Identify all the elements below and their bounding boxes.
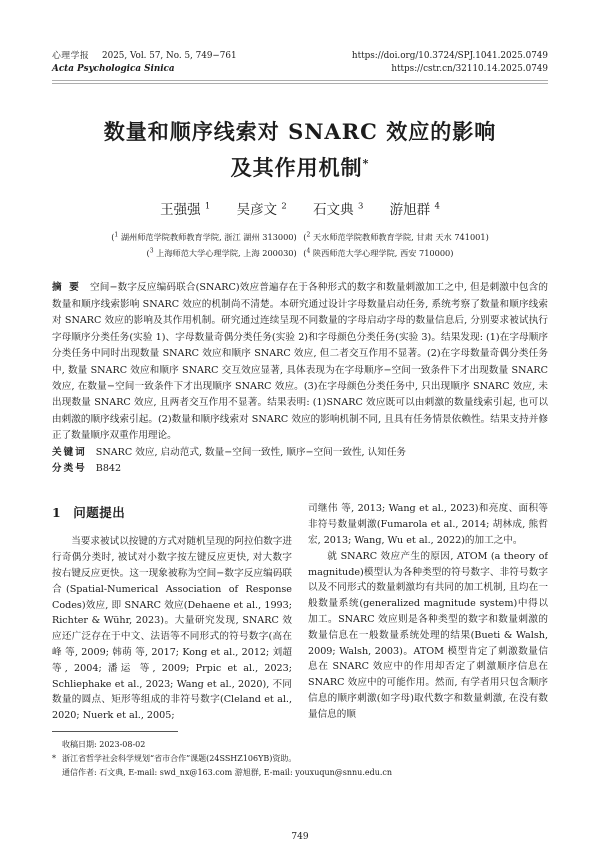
author-1: 王强强 $^1$ bbox=[160, 201, 211, 218]
author-4: 游旭群 $^4$ bbox=[389, 201, 440, 218]
right-column-paragraph-2: 就 SNARC 效应产生的原因, ATOM (a theory of magnitude)模型认为各种类型的符号数字、非符号数字以及不同形式的数量刺激均有共同的加工机制, 且均在一般数量系统(generalized magnitude system)中得以加工。SNARC 效应则是各种类型的数字和数量刺激的数量信息在一般数量系统处理的结果(Bueti & Walsh, 2009; Walsh, 2003)。ATOM 模型肯定了刺激数量信息在 SNARC 效应中的作用却否定了刺激顺序信息在 SNARC 效应中的可能作用。然而, 有学者用只包含顺序信息的顺序刺激(如字母)取代数字和数量刺激, 在没有数量信息的顺 bbox=[308, 550, 548, 720]
author-2-superscript: 2 bbox=[281, 201, 287, 212]
page-header bbox=[52, 50, 548, 75]
keywords-label: 关键词 bbox=[52, 446, 87, 458]
footnote-received-date: 收稿日期: 2023-08-02 bbox=[62, 740, 146, 749]
right-column-paragraph-1: 司继伟 等, 2013; Wang et al., 2023)和亮度、面积等非符号数量刺激(Fumarola et al., 2014; 胡林成, 熊哲宏, 2013; Wang, Wu et al., 2022)的加工之中。 bbox=[308, 503, 548, 546]
classification-line bbox=[52, 461, 548, 477]
author-3: 石文典 $^3$ bbox=[313, 201, 364, 218]
author-1-superscript: 1 bbox=[204, 201, 211, 212]
section-1-number: 1 bbox=[52, 505, 62, 521]
affiliation-3: ($^3$ 上海师范大学心理学院, 上海 200030) bbox=[146, 247, 300, 258]
cstr-link: https://cstr.cn/32110.14.2025.0749 bbox=[391, 63, 548, 74]
affiliation-4: ($^4$ 陕西师范大学心理学院, 西安 710000) bbox=[303, 247, 454, 258]
footnote-asterisk: * bbox=[52, 753, 56, 763]
page-number: 749 bbox=[291, 832, 309, 842]
keywords-line bbox=[52, 445, 548, 461]
abstract-section bbox=[52, 280, 548, 444]
affiliation-1: ($^1$ 湖州师范学院教师教育学院, 浙江 湖州 313000) bbox=[111, 231, 300, 242]
author-3-superscript: 3 bbox=[357, 201, 364, 212]
journal-info bbox=[52, 50, 237, 75]
keywords-text: SNARC 效应, 启动范式, 数量−空间一致性, 顺序−空间一致性, 认知任务 bbox=[95, 446, 407, 458]
left-column-paragraph: 当要求被试以按键的方式对随机呈现的阿拉伯数字进行奇偶分类时, 被试对小数字按左键反应更快, 对大数字按右键反应更快。这一现象被称为空间−数字反应编码联合(Spatial-Numerical Association of Response Codes)效应, 即 SNARC 效应(Dehaene et al., 1993; Richter & Wühr, 2023)。大量研究发现, SNARC 效应还广泛存在于中文、法语等不同形式的符号数字(高在峰 等, 2009; 韩萌 等, 2017; Kong et al., 2012; 刘超 等, 2004; 潘运 等, 2009; Prpic et al., 2023; Schliephake et al., 2023; Wang et al., 2020), 不同数量的圆点、矩形等组成的非符号数字(Cleland et al., 2020; Nuerk et al., 2005; bbox=[52, 536, 292, 722]
doi-link: https://doi.org/10.3724/SPJ.1041.2025.0749 bbox=[351, 51, 548, 61]
affiliation-2: ($^2$ 天水师范学院教师教育学院, 甘肃 天水 741001) bbox=[303, 231, 489, 242]
abstract-label: 摘 要 bbox=[52, 282, 81, 294]
title-footnote-asterisk: * bbox=[362, 157, 370, 170]
footnote-block bbox=[52, 731, 548, 779]
classification-value: B842 bbox=[95, 462, 122, 474]
classification-label: 分类号 bbox=[52, 462, 87, 474]
affiliation-line-1 bbox=[52, 228, 548, 244]
author-4-superscript: 4 bbox=[434, 201, 440, 212]
author-2: 吴彦文 $^2$ bbox=[236, 201, 287, 218]
left-column bbox=[52, 501, 292, 745]
section-1-heading bbox=[52, 503, 292, 521]
affiliations-block bbox=[52, 228, 548, 260]
right-column bbox=[308, 501, 548, 745]
footnote-divider bbox=[52, 731, 178, 732]
paper-title bbox=[52, 116, 548, 184]
title-line-1: 数量和顺序线索对 SNARC 效应的影响 bbox=[103, 119, 497, 144]
footnote-correspondence: 通信作者: 石文典, E-mail: swd_nx@163.com 游旭群, E-mail: youxuqun@snnu.edu.cn bbox=[62, 767, 393, 777]
title-line-2: 及其作用机制* bbox=[230, 155, 370, 180]
header-divider bbox=[52, 80, 548, 84]
authors-line bbox=[52, 198, 548, 218]
footnote-funding: * 浙江省哲学社会科学规划“省市合作”课题(24SSHZ106YB)资助。 bbox=[52, 752, 548, 766]
doi-block bbox=[352, 50, 548, 75]
two-column-body bbox=[52, 501, 548, 745]
journal-issue: 2025, Vol. 57, No. 5, 749−761 bbox=[102, 51, 237, 61]
journal-name-cn: 心理学报 bbox=[52, 51, 90, 61]
abstract-text: 空间−数字反应编码联合(SNARC)效应普遍存在于各种形式的数字和数量刺激加工之中, 但是刺激中包含的数量和顺序线索影响 SNARC 效应的机制尚不清楚。本研究通过设计字母数量启动任务, 系统考察了数量和顺序线索对 SNARC 效应的影响及其作用机制。研究通过连续呈现不同数量的字母启动字母的数量信息后, 分别要求被试执行字母顺序分类任务(实验 1)、字母数量奇偶分类任务(实验 2)和字母颜色分类任务(实验 3)。结果发现: (1)在字母顺序分类任务中同时出现数量 SNARC 效应和顺序 SNARC 效应, 但二者交互作用不显著。(2)在字母数量奇偶分类任务中, 数量 SNARC 效应和顺序 SNARC 交互效应显著, 具体表现为在字母顺序−空间一致条件下才出现数量 SNARC 效应, 在数量−空间一致条件下才出现顺序 SNARC 效应。(3)在字母颜色分类任务中, 只出现顺序 SNARC 效应, 未出现数量 SNARC 效应, 且两者交互作用不显著。结果表明: (1)SNARC 效应既可以由刺激的数量线索引起, 也可以由刺激的顺序线索引起。(2)数量和顺序线索对 SNARC 效应的影响机制不同, 且具有任务情景依赖性。结果支持并修正了数量顺序双重作用理论。 bbox=[52, 282, 548, 442]
journal-name-en: Acta Psychologica Sinica bbox=[52, 63, 175, 74]
section-1-title: 问题提出 bbox=[73, 505, 126, 521]
affiliation-line-2 bbox=[52, 244, 548, 260]
